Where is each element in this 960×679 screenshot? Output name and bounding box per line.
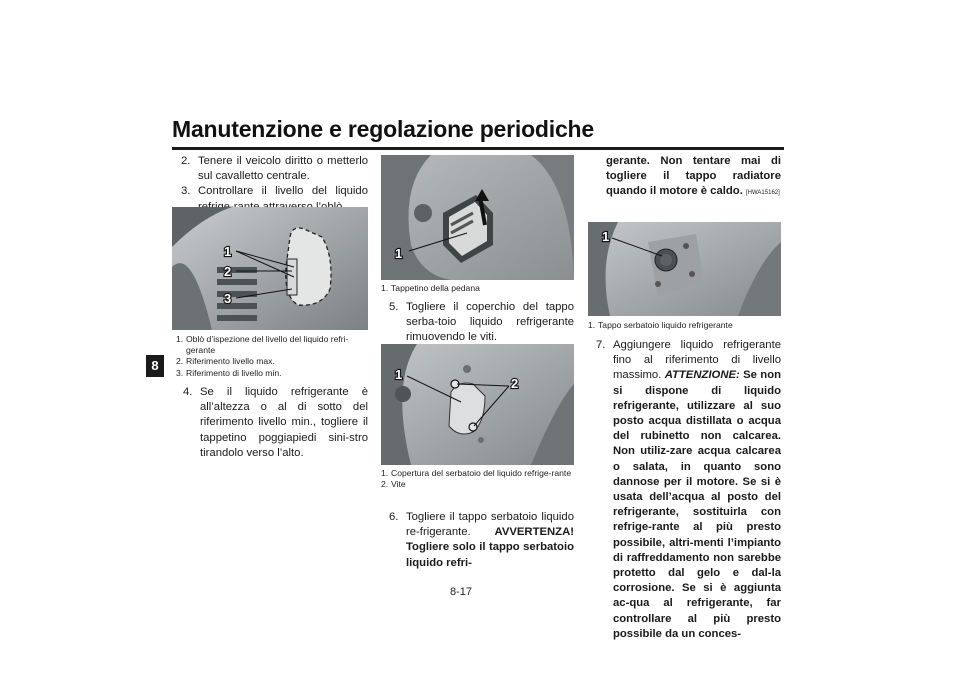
caption-number: 1.	[381, 468, 389, 478]
caption-text: Riferimento di livello min.	[186, 367, 282, 378]
header-rule	[172, 147, 784, 150]
column-3-step-7	[596, 338, 781, 642]
caption-number: 1.	[588, 320, 596, 330]
column-2-step-6	[389, 510, 574, 571]
caption-number: 1.	[381, 283, 389, 293]
caption-item	[588, 320, 781, 331]
step-4	[183, 385, 368, 461]
coolant-sight-glass-photo	[172, 207, 368, 330]
caption-item	[176, 334, 368, 356]
warning-text: gerante. Non tentare mai di togliere il tappo radiatore quando il motore è caldo.	[606, 155, 781, 198]
attention-text: Se non si dispone di liquido refrigerante, utilizzare al suo posto acqua distillata o acqua del rubinetto non calcarea. Non utiliz-zare acqua calcarea o salata, in quanto sono dannose per il motore. Se si è usata dell’acqua al posto del refrigerante, sostituirla con refrige-rante al più presto possibile, altri-menti l’impianto di raffreddamento non sarebbe protetto dal gelo e dal-la corrosione. Se si è aggiunta ac-qua al refrigerante, far controllare al più presto possibile da un conces-	[613, 369, 781, 640]
reservoir-cap-photo	[588, 222, 781, 316]
step-text: Se il liquido refrigerante è all’altezza o al di sotto del riferimento livello min., togliere il tappetino poggiapiedi sini-stro tirandolo verso l’alto.	[200, 386, 368, 459]
step-text: Aggiungere liquido refrigerante fino al riferimento di livello massimo.	[613, 339, 781, 382]
step-7	[596, 338, 781, 642]
caption-number: 1.	[176, 334, 184, 344]
chapter-tab: 8	[146, 355, 164, 377]
callout-1: 1	[602, 229, 610, 244]
caption-number: 2.	[381, 479, 389, 490]
step-text: Controllare il livello del liquido	[198, 185, 368, 198]
caption-number: 3.	[176, 367, 184, 378]
caption-sight-glass	[176, 334, 368, 379]
column-1-lower	[183, 385, 368, 461]
caption-text: Oblò d’ispezione del livello del liquido refri-gerante	[186, 334, 349, 356]
caption-reservoir-cap	[588, 320, 781, 331]
caption-number: 2.	[176, 356, 184, 367]
step-text: Togliere il tappo serbatoio liquido re-frigerante.	[406, 511, 574, 539]
caption-item	[176, 368, 368, 379]
caption-reservoir-cover	[381, 468, 574, 490]
caption-item	[176, 356, 368, 367]
callout-3: 3	[224, 291, 232, 306]
step-text: Togliere il coperchio del tappo serba-toio liquido refrigerante rimuovendo le viti.	[406, 301, 574, 344]
warning-continued	[606, 154, 781, 202]
caption-footboard-mat	[381, 283, 574, 294]
warning-code: [HWA15162]	[745, 190, 780, 197]
callout-1: 1	[395, 367, 403, 382]
caption-text: Vite	[391, 479, 406, 490]
step-number: 4.	[183, 386, 193, 398]
callout-1: 1	[395, 246, 403, 261]
column-2-step-5	[389, 300, 574, 346]
attention-label: ATTENZIONE:	[664, 369, 740, 382]
callout-1: 1	[224, 244, 232, 259]
column-1	[181, 154, 368, 215]
step-number: 5.	[389, 301, 399, 313]
step-2	[181, 154, 368, 184]
caption-item	[381, 468, 574, 479]
page-number: 8-17	[450, 586, 473, 598]
caption-text: Riferimento livello max.	[186, 356, 275, 367]
step-number: 7.	[596, 339, 606, 351]
step-6	[389, 510, 574, 571]
caption-item	[381, 283, 574, 294]
caption-item	[381, 479, 574, 490]
step-number: 3.	[181, 185, 191, 198]
callout-2: 2	[511, 376, 519, 391]
caption-text: Tappetino della pedana	[391, 283, 480, 293]
callout-2: 2	[224, 264, 232, 279]
step-number: 6.	[389, 511, 399, 523]
step-number: 2.	[181, 155, 191, 167]
footboard-mat-photo	[381, 155, 574, 280]
caption-text: Copertura del serbatoio del liquido refrige-rante	[391, 468, 572, 478]
warning-text: Togliere solo il tappo serbatoio liquido refri-	[406, 541, 574, 569]
step-5	[389, 300, 574, 346]
column-3-warning	[606, 154, 781, 202]
step-text: Tenere il veicolo diritto o metterlo sul cavalletto centrale.	[198, 155, 368, 183]
reservoir-cover-photo	[381, 344, 574, 465]
warning-label: AVVERTENZA!	[494, 526, 574, 539]
page-title: Manutenzione e regolazione periodiche	[172, 116, 594, 142]
caption-text: Tappo serbatoio liquido refrigerante	[598, 320, 733, 330]
